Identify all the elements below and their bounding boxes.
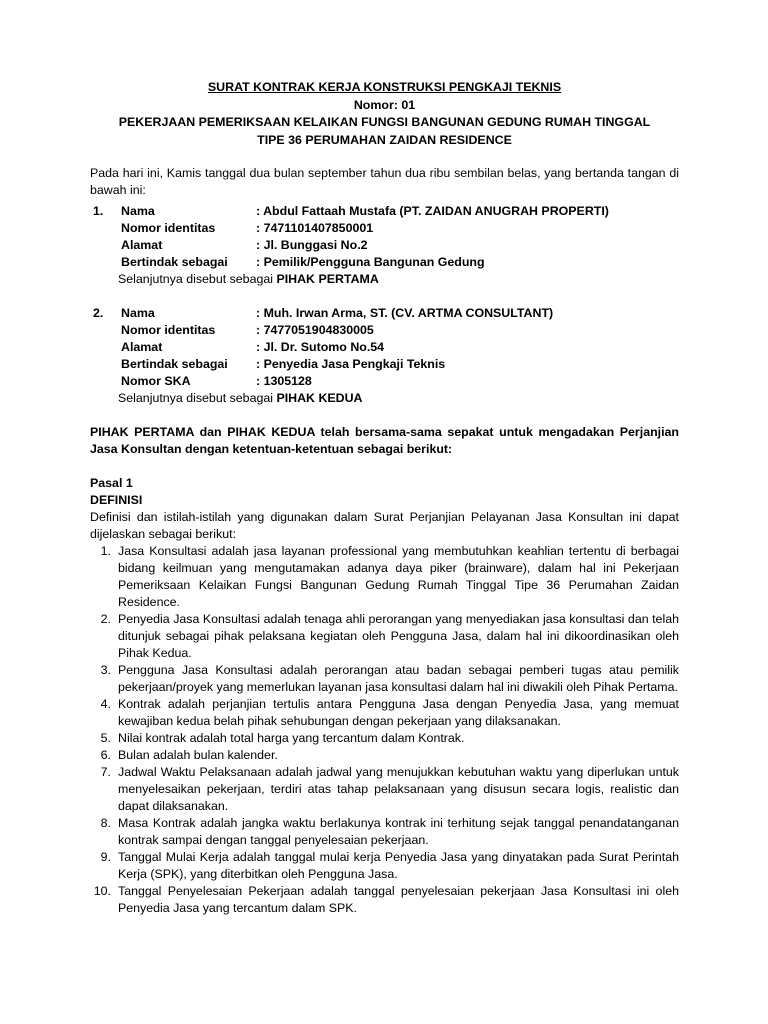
document-number: Nomor: 01 [353,97,416,112]
item-text: Bulan adalah bulan kalender. [118,748,278,762]
party-value: : 7471101407850001 [256,221,374,235]
party-value: : Pemilik/Pengguna Bangunan Gedung [256,255,485,269]
party-label: Bertindak sebagai [121,255,228,269]
party-label: Bertindak sebagai [121,357,228,371]
party-label: Alamat [121,238,163,252]
list-item [90,747,679,764]
definition-list [90,543,679,917]
pasal-lead: Definisi dan istilah-istilah yang digunakan dalam Surat Perjanjian Pelayanan Jasa Konsultan ini dapat dijelaskan sebagai berikut: [90,510,679,541]
item-text: Jasa Konsultasi adalah jasa layanan professional yang membutuhkan keahlian tertentu di berbagai bidang keilmuan yang mengutamakan adanya daya piker (brainware), dalam hal ini Pekerjaan Pemeriksaan Kelaikan Fungsi Bangunan Gedung Rumah Tinggal Tipe 36 Perumahan Zaidan Residence. [118,544,679,609]
item-number: 9. [100,850,111,864]
party-value: : Jl. Dr. Sutomo No.54 [256,340,385,354]
agreement-paragraph: PIHAK PERTAMA dan PIHAK KEDUA telah bersama-sama sepakat untuk mengadakan Perjanjian Jasa Konsultan dengan ketentuan-ketentuan sebagai berikut: [90,425,679,456]
list-item [90,815,679,849]
party-value: : Jl. Bunggasi No.2 [256,238,368,252]
list-item [90,696,679,730]
item-number: 6. [100,748,111,762]
party-value: : Penyedia Jasa Pengkaji Teknis [256,357,446,371]
item-number: 1. [100,544,111,558]
item-number: 5. [100,731,111,745]
document-header [90,79,679,149]
document-subtitle-2: TIPE 36 PERUMAHAN ZAIDAN RESIDENCE [257,132,512,147]
party-footer-prefix: Selanjutnya disebut sebagai [118,272,277,286]
item-text: Jadwal Waktu Pelaksanaan adalah jadwal yang menujukkan kebutuhan waktu yang diperlukan untuk menyelesaikan pekerjaan, terdiri atas tahap pelaksanaan yang disusun secara logis, realistic dan dapat dilaksanakan. [118,765,679,813]
item-text: Penyedia Jasa Konsultasi adalah tenaga ahli perorangan yang menyediakan jasa konsultasi dan telah ditunjuk sebagai pihak pelaksana kegiatan oleh Pengguna Jasa, dalam hal ini dikoordinasikan oleh Pihak Kedua. [118,612,679,660]
list-item [90,764,679,815]
party-footer-prefix: Selanjutnya disebut sebagai [118,391,277,405]
list-item [90,543,679,611]
document-subtitle-1: PEKERJAAN PEMERIKSAAN KELAIKAN FUNGSI BANGUNAN GEDUNG RUMAH TINGGAL [118,115,651,129]
item-number: 2. [100,612,111,626]
party-value: : 1305128 [256,374,312,388]
party-number: 1. [93,204,104,218]
item-text: Tanggal Penyelesaian Pekerjaan adalah tanggal penyelesaian pekerjaan Jasa Konsultasi ini oleh Penyedia Jasa yang tercantum dalam SPK. [118,884,679,915]
party-label: Nama [121,204,155,218]
item-number: 3. [100,663,111,677]
list-item [90,883,679,917]
party-label: Nomor identitas [121,221,216,235]
list-item [90,611,679,662]
document-title: SURAT KONTRAK KERJA KONSTRUKSI PENGKAJI TEKNIS [207,80,562,94]
pasal-heading: DEFINISI [90,493,143,507]
party-label: Nomor SKA [121,374,191,388]
item-text: Tanggal Mulai Kerja adalah tanggal mulai kerja Penyedia Jasa yang dinyatakan pada Surat Perintah Kerja (SPK), yang diterbitkan oleh Pengguna Jasa. [118,850,679,881]
item-number: 10. [93,884,111,898]
list-item [90,662,679,696]
party-footer [90,390,679,407]
item-text: Masa Kontrak adalah jangka waktu berlakunya kontrak ini terhitung sejak tanggal penandatanganan kontrak sampai dengan tanggal penyelesaian pekerjaan. [118,816,679,847]
item-number: 7. [100,765,111,779]
intro-paragraph: Pada hari ini, Kamis tanggal dua bulan september tahun dua ribu sembilan belas, yang bertanda tangan di bawah ini: [90,166,679,197]
party-label: Nama [121,306,155,320]
party-footer [90,271,679,288]
party-label: Nomor identitas [121,323,216,337]
party-value: : Muh. Irwan Arma, ST. (CV. ARTMA CONSULTANT) [256,306,554,320]
list-item [90,730,679,747]
item-text: Nilai kontrak adalah total harga yang tercantum dalam Kontrak. [118,731,465,745]
item-number: 8. [100,816,111,830]
party-name: PIHAK PERTAMA [276,272,379,286]
party-number: 2. [93,306,104,320]
pasal-number: Pasal 1 [90,476,133,490]
item-text: Pengguna Jasa Konsultasi adalah perorangan atau badan sebagai pemberi tugas atau pemilik pekerjaan/proyek yang memerlukan layanan jasa konsultasi dalam hal ini diwakili oleh Pihak Pertama. [118,663,679,694]
party-name: PIHAK KEDUA [276,391,363,405]
item-number: 4. [100,697,111,711]
party-value: : 7477051904830005 [256,323,374,337]
party-1 [90,203,679,288]
party-value: : Abdul Fattaah Mustafa (PT. ZAIDAN ANUGRAH PROPERTI) [256,204,609,218]
list-item [90,849,679,883]
party-label: Alamat [121,340,163,354]
party-2 [90,305,679,407]
item-text: Kontrak adalah perjanjian tertulis antara Pengguna Jasa dengan Penyedia Jasa, yang memuat kewajiban kedua belah pihak sehubungan dengan pekerjaan yang dilaksanakan. [118,697,679,728]
